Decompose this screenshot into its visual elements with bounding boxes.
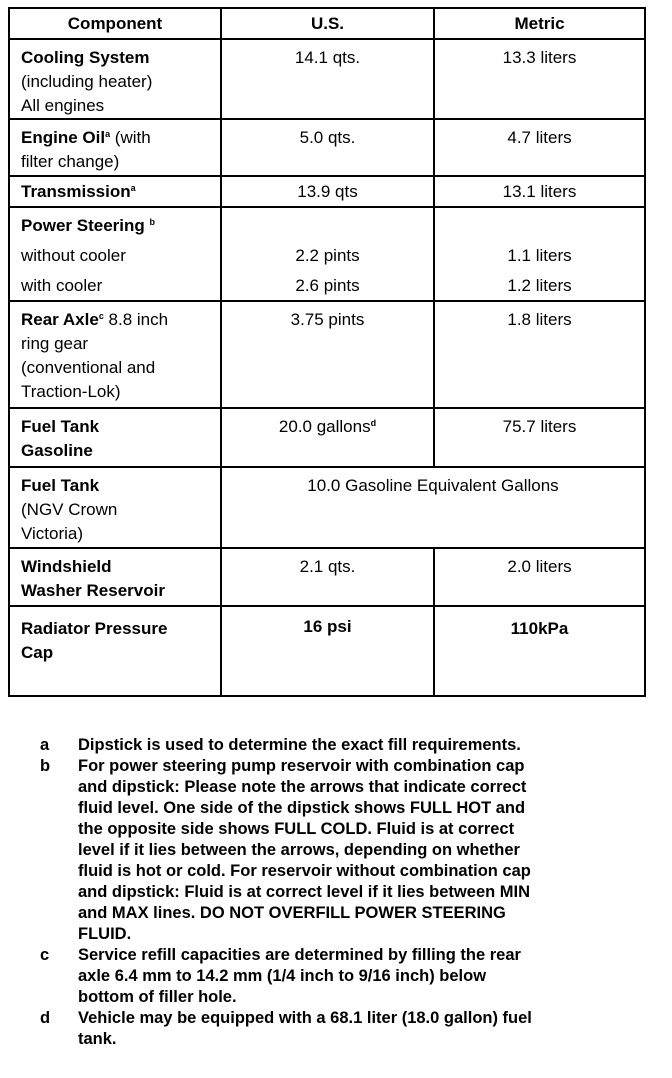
footnote-ref: c	[98, 311, 104, 321]
component-name: Transmission	[21, 182, 131, 201]
table-row	[9, 176, 645, 207]
footnote-text	[78, 945, 640, 1008]
component-detail: without cooler	[21, 246, 126, 265]
footnotes	[40, 735, 640, 1050]
component-detail: (including heater)	[21, 72, 153, 91]
component-name: Cap	[21, 643, 54, 662]
us-value: 16 psi	[221, 606, 434, 696]
metric-value: 2.0 liters	[434, 548, 645, 606]
metric-value: 1.1 liters	[507, 246, 572, 265]
metric-value: 13.1 liters	[434, 176, 645, 207]
table-row	[9, 606, 645, 696]
metric-value: 110kPa	[434, 606, 645, 696]
footnote-line: Vehicle may be equipped with a 68.1 liter (18.0 gallon) fuel	[78, 1009, 532, 1027]
footnote-ref: b	[149, 217, 155, 227]
footnote-text	[78, 756, 640, 945]
table-row	[9, 301, 645, 408]
footnote-item	[40, 1008, 640, 1050]
metric-value: 13.3 liters	[434, 39, 645, 119]
header-us: U.S.	[221, 8, 434, 39]
footnote-letter: a	[40, 736, 50, 754]
component-cell	[9, 606, 221, 696]
component-name: Gasoline	[21, 441, 93, 460]
footnote-line: For power steering pump reservoir with combination cap	[78, 757, 525, 775]
footnote-text	[78, 1008, 640, 1050]
table-row	[9, 119, 645, 176]
component-cell	[9, 39, 221, 119]
component-detail: 8.8 inch	[103, 310, 169, 329]
component-detail: ring gear	[21, 334, 89, 353]
component-name: Cooling System	[21, 48, 150, 67]
component-cell	[9, 119, 221, 176]
metric-value: 1.8 liters	[434, 301, 645, 408]
metric-value: 1.2 liters	[507, 276, 572, 295]
component-name: Fuel Tank	[21, 476, 100, 495]
footnote-text	[78, 735, 640, 756]
component-detail: with cooler	[21, 276, 103, 295]
component-cell	[9, 467, 221, 548]
us-value: 2.2 pints	[295, 246, 360, 265]
component-cell	[9, 176, 221, 207]
footnote-letter: c	[40, 946, 50, 964]
table-row	[9, 548, 645, 606]
table-row	[9, 467, 645, 548]
table-row	[9, 207, 645, 301]
component-name: Windshield	[21, 557, 112, 576]
us-value: 20.0 gallons	[278, 417, 371, 436]
footnote-item	[40, 756, 640, 945]
footnote-line: FLUID.	[78, 925, 132, 943]
component-detail: (conventional and	[21, 358, 156, 377]
component-detail: Victoria)	[21, 524, 84, 543]
component-name: Washer Reservoir	[21, 581, 165, 600]
us-value: 5.0 qts.	[221, 119, 434, 176]
footnote-line: Dipstick is used to determine the exact fill requirements.	[78, 736, 521, 754]
component-name: Radiator Pressure	[21, 619, 168, 638]
footnote-letter: b	[40, 757, 51, 775]
footnote-line: and dipstick: Fluid is at correct level if it lies between MIN	[78, 883, 531, 901]
footnote-item	[40, 945, 640, 1008]
footnote-line: and MAX lines. DO NOT OVERFILL POWER STEERING	[78, 904, 506, 922]
table-header-row	[9, 8, 645, 39]
component-name: Rear Axle	[21, 310, 99, 329]
table-row	[9, 39, 645, 119]
footnote-line: fluid level. One side of the dipstick shows FULL HOT and	[78, 799, 526, 817]
footnote-item	[40, 735, 640, 756]
footnote-line: the opposite side shows FULL COLD. Fluid is at correct	[78, 820, 515, 838]
metric-value: 4.7 liters	[434, 119, 645, 176]
header-component: Component	[9, 8, 221, 39]
header-metric: Metric	[434, 8, 645, 39]
component-name: Fuel Tank	[21, 417, 100, 436]
component-name: Power Steering	[21, 216, 145, 235]
us-value: 2.1 qts.	[221, 548, 434, 606]
component-detail: filter change)	[21, 152, 120, 171]
footnote-line: fluid is hot or cold. For reservoir without combination cap	[78, 862, 531, 880]
component-detail: (with	[110, 128, 151, 147]
component-detail: Traction-Lok)	[21, 382, 121, 401]
component-cell	[9, 408, 221, 467]
footnote-line: tank.	[78, 1030, 117, 1048]
us-value-cell	[221, 408, 434, 467]
us-value: 3.75 pints	[221, 301, 434, 408]
metric-value-cell	[434, 207, 645, 301]
component-name: Engine Oil	[21, 128, 106, 147]
footnote-line: axle 6.4 mm to 14.2 mm (1/4 inch to 9/16 inch) below	[78, 967, 487, 985]
footnote-line: Service refill capacities are determined by filling the rear	[78, 946, 521, 964]
us-value-cell	[221, 207, 434, 301]
combined-value: 10.0 Gasoline Equivalent Gallons	[221, 467, 645, 548]
component-cell	[9, 548, 221, 606]
footnote-line: bottom of filler hole.	[78, 988, 237, 1006]
footnote-ref: a	[105, 129, 111, 139]
component-cell	[9, 207, 221, 301]
component-cell	[9, 301, 221, 408]
us-value: 13.9 qts	[221, 176, 434, 207]
capacities-table	[8, 7, 646, 697]
footnote-letter: d	[40, 1009, 51, 1027]
table-row	[9, 408, 645, 467]
footnote-line: and dipstick: Please note the arrows that indicate correct	[78, 778, 527, 796]
component-detail: All engines	[21, 96, 105, 115]
metric-value: 75.7 liters	[434, 408, 645, 467]
component-detail: (NGV Crown	[21, 500, 118, 519]
footnote-ref: d	[370, 418, 377, 428]
footnote-ref: a	[130, 183, 136, 193]
us-value: 2.6 pints	[295, 276, 360, 295]
us-value: 14.1 qts.	[221, 39, 434, 119]
footnote-line: level if it lies between the arrows, depending on whether	[78, 841, 520, 859]
